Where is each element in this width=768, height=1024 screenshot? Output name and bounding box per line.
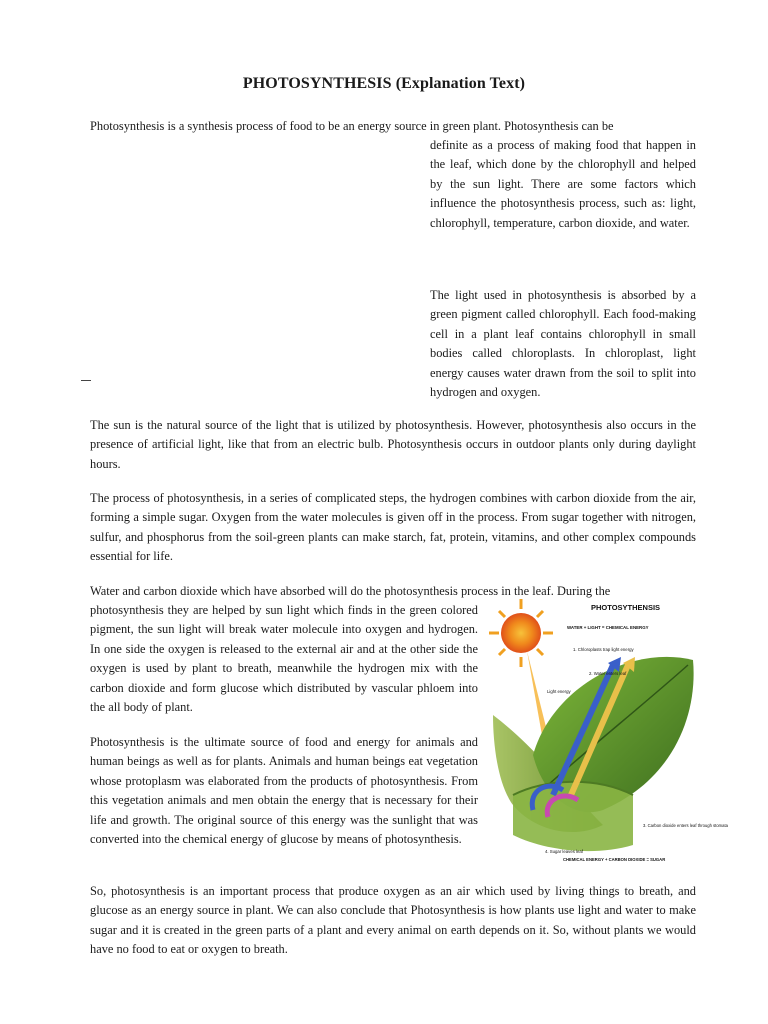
label-chloroplasts: 1. Chloroplasts trap light energy <box>573 647 634 652</box>
label-water: 2. Water enters leaf <box>589 671 627 676</box>
paragraph-1-continued: definite as a process of making food that happen in the leaf, which done by the chlorophyll and helped by the sun light. There are some factors which influence the photosynthesis process, such as: light, chlorophyll, temperature, carbon dioxide, and water. <box>430 138 696 230</box>
paragraph-7: So, photosynthesis is an important process that produce oxygen as an air which used by living things to breath, and glucose as an energy source in plant. We can also conclude that Photosynthesis is how plants use light and water to make sugar and it is created in the green parts of a plant and every animal on earth depends on it. So, without plants we would have no food to eat or oxygen to breath. <box>90 884 696 957</box>
paragraph-2: The light used in photosynthesis is absorbed by a green pigment called chlorophyll. Each food-making cell in a plant leaf contains chlorophyll in small bodies called chloroplasts. In chloroplast, light energy causes water drawn from the soil to split into hydrogen and oxygen. <box>430 288 696 400</box>
label-carbon-dioxide: 3. Carbon dioxide enters leaf through stomata <box>643 823 728 828</box>
label-light-energy: Light energy <box>547 689 571 694</box>
figure-equation-top: WATER + LIGHT = CHEMICAL ENERGY <box>567 625 649 630</box>
paragraph-4: The process of photosynthesis, in a series of complicated steps, the hydrogen combines with carbon dioxide from the air, forming a simple sugar. Oxygen from the water molecules is given off in the process. From sugar together with nitrogen, sulfur, and phosphorus from the soil-green plants can make starch, fat, protein, vitamins, and other complex compounds essential for life. <box>90 491 696 564</box>
photosynthesis-diagram <box>493 595 728 865</box>
paragraph-5-continued: photosynthesis they are helped by sun light which finds in the green colored pigment, the sun light will break water molecule into oxygen and hydrogen. In one side the oxygen is released to the external air and at the other side the oxygen is used by plant to breath, meanwhile the hydrogen mix with the carbon dioxide and form glucose which distributed by vascular phloem into the all body of plant. <box>90 603 478 715</box>
sun-icon <box>489 599 553 667</box>
paragraph-6: Photosynthesis is the ultimate source of food and energy for animals and human beings as well as for plants. Animals and human beings eat vegetation whose protoplasm was elaborated from the products of photosynthesis. From this vegetation animals and men obtain the energy that is necessary for their life and growth. The original source of this energy was the sunlight that was converted into the chemical energy of glucose by means of photosynthesis. <box>90 735 478 847</box>
figure-title: PHOTOSYTHENSIS <box>591 603 661 612</box>
label-sugar: 4. Sugar leaves leaf <box>545 849 583 854</box>
paragraph-5-first-line: Water and carbon dioxide which have absorbed will do the photosynthesis process in the leaf. During the <box>90 584 611 598</box>
document-title: PHOTOSYNTHESIS (Explanation Text) <box>242 75 526 92</box>
paragraph-1-first-line: Photosynthesis is a synthesis process of food to be an energy source in green plant. Photosynthesis can be <box>90 119 614 133</box>
figure-equation-bottom: CHEMICAL ENERGY + CARBON DIOXIDE = SUGAR <box>563 857 666 862</box>
stray-dash-mark <box>81 380 91 381</box>
paragraph-3: The sun is the natural source of the light that is utilized by photosynthesis. However, photosynthesis also occurs in the presence of artificial light, like that from an electric bulb. Photosynthesis occurs in outdoor plants only during daylight hours. <box>90 418 696 471</box>
